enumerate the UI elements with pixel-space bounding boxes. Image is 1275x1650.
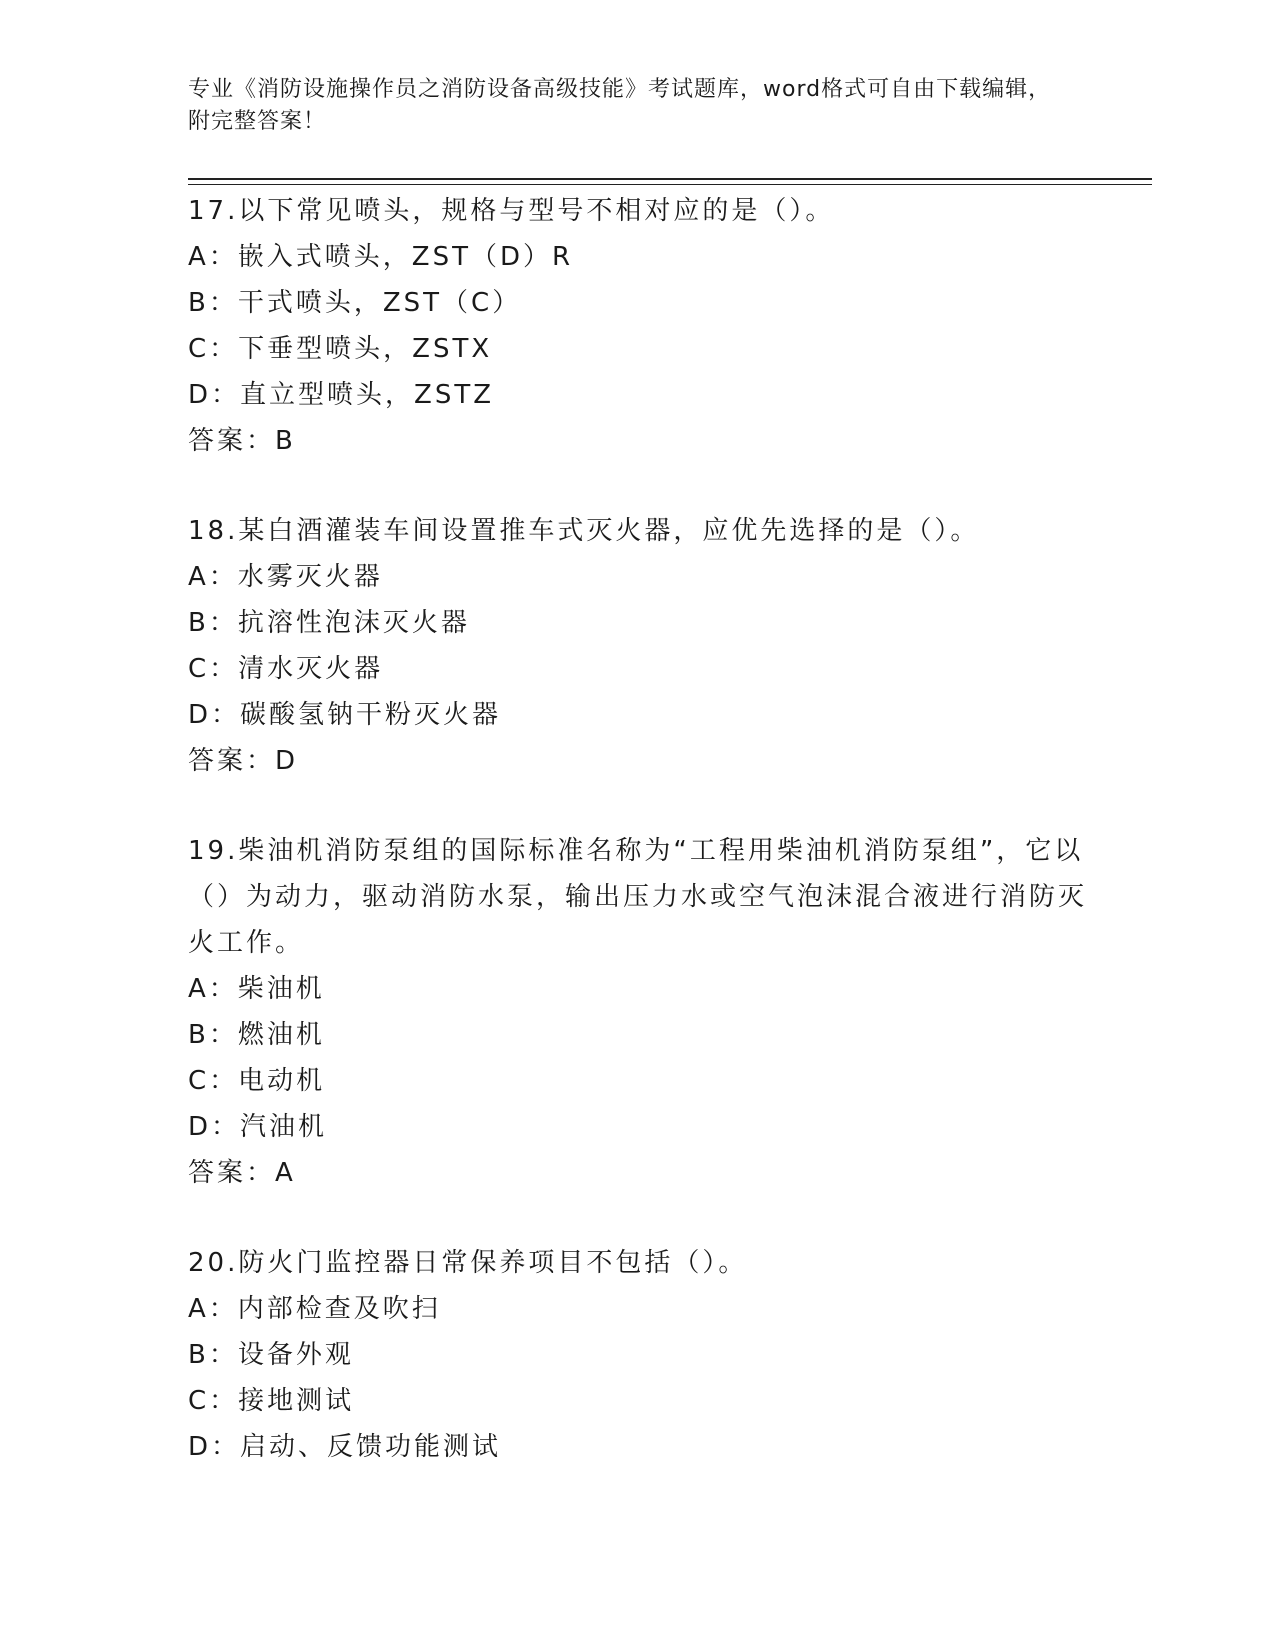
option-b: B：干式喷头，ZST（C） [188, 288, 522, 318]
option-d: D：启动、反馈功能测试 [188, 1432, 502, 1462]
question-20 [188, 1240, 1088, 1470]
option-c: C：清水灭火器 [188, 654, 384, 684]
answer-text: 答案：A [188, 1158, 296, 1188]
option-d: D：汽油机 [188, 1112, 328, 1142]
question-17 [188, 188, 1088, 464]
question-19 [188, 828, 1088, 1196]
option-d: D：碳酸氢钠干粉灭火器 [188, 700, 502, 730]
header-intro-text: 专业《消防设施操作员之消防设备高级技能》考试题库，word格式可自由下载编辑，附完整答案！ [188, 77, 1052, 134]
question-stem: 18.某白酒灌装车间设置推车式灭火器，应优先选择的是（）。 [188, 516, 980, 546]
option-a: A：嵌入式喷头，ZST（D）R [188, 242, 574, 272]
option-b: B：燃油机 [188, 1020, 325, 1050]
option-b: B：抗溶性泡沫灭火器 [188, 608, 470, 638]
header-divider-thin [188, 184, 1152, 185]
answer-text: 答案：B [188, 426, 296, 456]
header-divider-thick [188, 178, 1152, 180]
option-a: A：水雾灭火器 [188, 562, 383, 592]
option-a: A：内部检查及吹扫 [188, 1294, 441, 1324]
question-stem: 20.防火门监控器日常保养项目不包括（）。 [188, 1248, 748, 1278]
question-stem: 17.以下常见喷头，规格与型号不相对应的是（）。 [188, 196, 835, 226]
option-d: D：直立型喷头，ZSTZ [188, 380, 495, 410]
question-list [188, 188, 1088, 1514]
option-a: A：柴油机 [188, 974, 325, 1004]
document-header [188, 74, 1068, 138]
option-c: C：下垂型喷头，ZSTX [188, 334, 493, 364]
option-c: C：接地测试 [188, 1386, 355, 1416]
question-stem: 19.柴油机消防泵组的国际标准名称为“工程用柴油机消防泵组”，它以（）为动力，驱动消防水泵，输出压力水或空气泡沫混合液进行消防灭火工作。 [188, 836, 1088, 958]
option-b: B：设备外观 [188, 1340, 354, 1370]
answer-text: 答案：D [188, 746, 299, 776]
option-c: C：电动机 [188, 1066, 326, 1096]
question-18 [188, 508, 1088, 784]
